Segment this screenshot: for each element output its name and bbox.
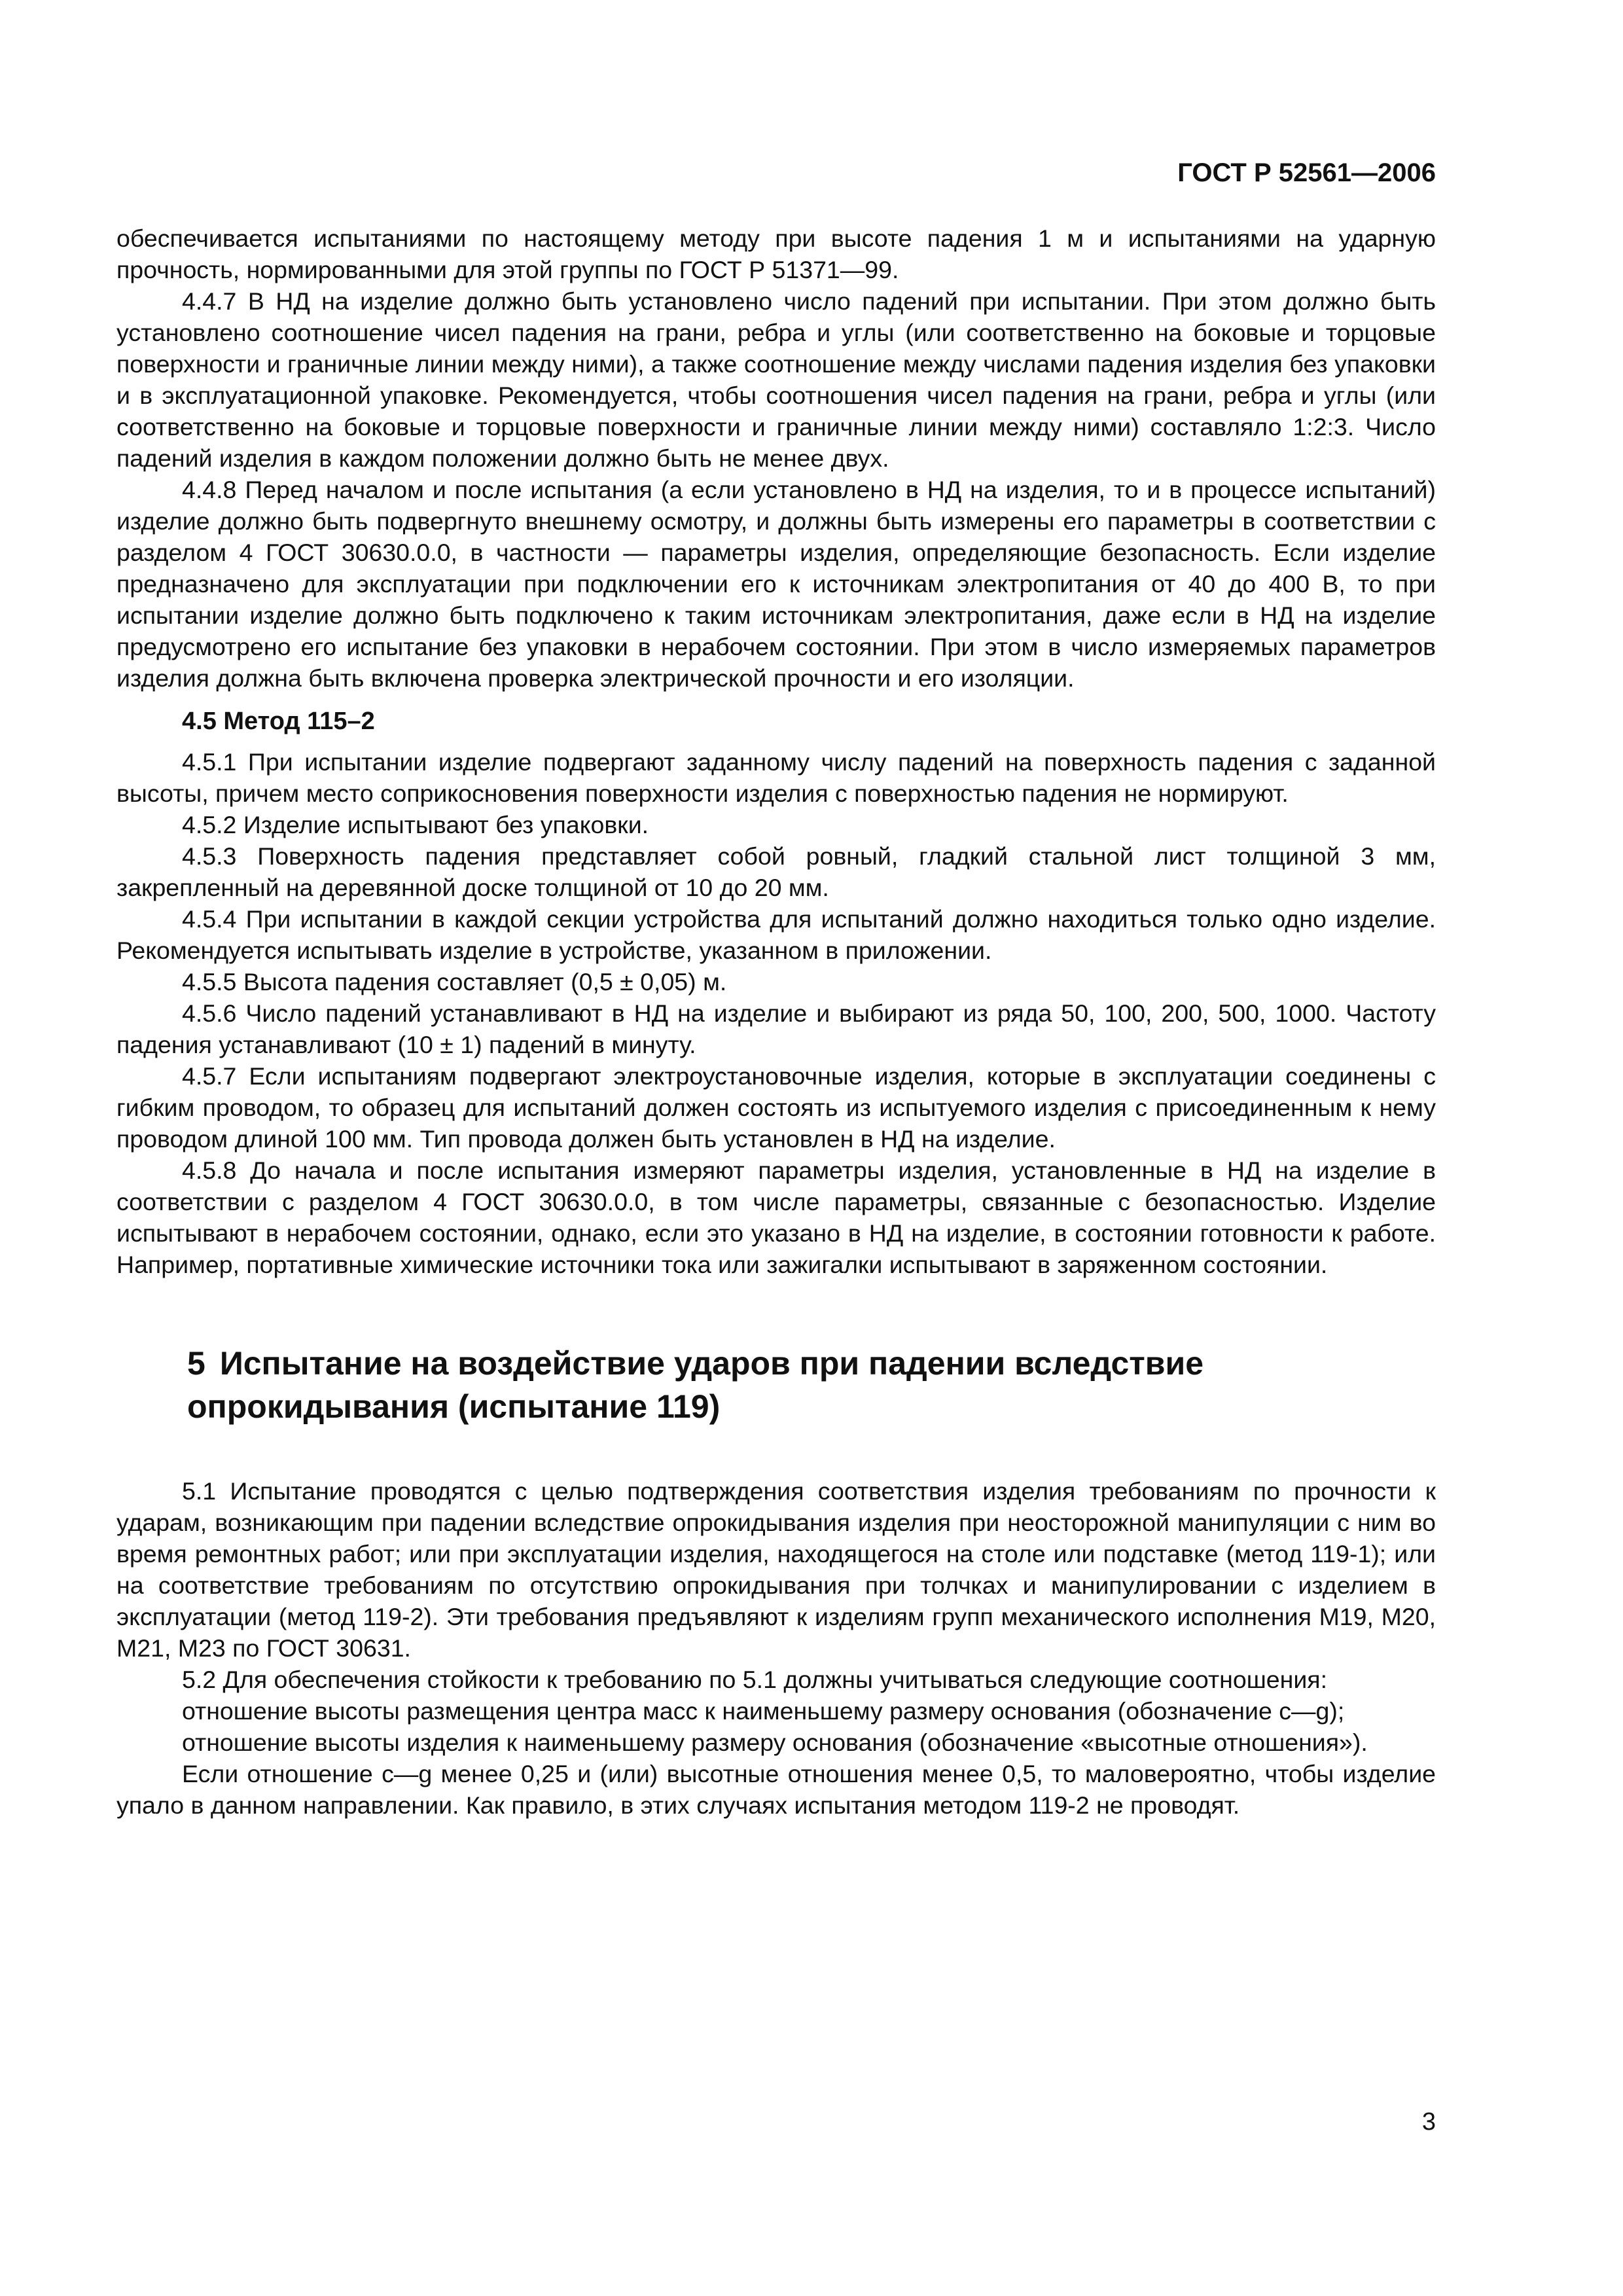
page-number: 3	[1421, 2108, 1436, 2136]
document-code-header: ГОСТ Р 52561—2006	[1177, 158, 1436, 187]
paragraph-4-5-5: 4.5.5 Высота падения составляет (0,5 ± 0,05) м.	[182, 968, 727, 996]
paragraph-ratio-cg: отношение высоты размещения центра масс к наименьшему размеру основания (обозначение c—g);	[182, 1697, 1345, 1725]
paragraph-4-5-6: 4.5.6 Число падений устанавливают в НД на изделие и выбирают из ряда 50, 100, 200, 500, 1000. Частоту падения устанавливают (10 ± 1) падений в минуту.	[116, 999, 1436, 1058]
paragraph-4-4-7: 4.4.7 В НД на изделие должно быть установлено число падений при испытании. При этом должно быть установлено соотношение чисел падения на грани, ребра и углы (или соответственно на боковые и торцовые поверхности и граничные линии между ними), а также соотношение между числами падения изделия без упаковки и в эксплуатационной упаковке. Рекомендуется, чтобы соотношения чисел падения на грани, ребра и углы (или соответственно на боковые и торцовые поверхности и граничные линии между ними) составляло 1:2:3. Число падений изделия в каждом положении должно быть не менее двух.	[116, 287, 1436, 472]
paragraph-ratio-conclusion: Если отношение c—g менее 0,25 и (или) высотные отношения менее 0,5, то маловероятно, чтобы изделие упало в данном направлении. Как правило, в этих случаях испытания методом 119-2 не проводят.	[116, 1760, 1436, 1819]
paragraph-5-1: 5.1 Испытание проводятся с целью подтверждения соответствия изделия требованиям по прочности к ударам, возникающим при падении вследствие опрокидывания изделия при неосторожной манипуляции с ним во время ремонтных работ; или при эксплуатации изделия, находящегося на столе или подставке (метод 119-1); или на соответствие требованиям по отсутствию опрокидывания при толчках и манипулировании с изделием в эксплуатации (метод 119-2). Эти требования предъявляют к изделиям групп механического исполнения М19, М20, М21, М23 по ГОСТ 30631.	[116, 1477, 1436, 1662]
paragraph-ratio-height: отношение высоты изделия к наименьшему размеру основания (обозначение «высотные отношения»).	[182, 1729, 1368, 1756]
subsection-heading-4-5: 4.5 Метод 115–2	[182, 708, 375, 735]
paragraph-4-5-7: 4.5.7 Если испытаниям подвергают электроустановочные изделия, которые в эксплуатации соединены с гибким проводом, то образец для испытаний должен состоять из испытуемого изделия с присоединенным к нему проводом длиной 100 мм. Тип провода должен быть установлен в НД на изделие.	[116, 1062, 1436, 1153]
section-number: 5	[187, 1345, 205, 1382]
paragraph-4-5-1: 4.5.1 При испытании изделие подвергают заданному числу падений на поверхность падения с заданной высоты, причем место соприкосновения поверхности изделия с поверхностью падения не нормируют.	[116, 748, 1436, 807]
paragraph-4-4-8: 4.4.8 Перед началом и после испытания (а если установлено в НД на изделия, то и в процессе испытаний) изделие должно быть подвергнуто внешнему осмотру, и должны быть измерены его параметры в соответствии с разделом 4 ГОСТ 30630.0.0, в частности — параметры изделия, определяющие безопасность. Если изделие предназначено для эксплуатации при подключении его к источникам электропитания от 40 до 400 В, то при испытании изделие должно быть подключено к таким источникам электропитания, даже если в НД на изделие предусмотрено его испытание без упаковки в нерабочем состоянии. При этом в число измеряемых параметров изделия должна быть включена проверка электрической прочности и его изоляции.	[116, 476, 1436, 692]
section-heading-5	[116, 1342, 1436, 1428]
paragraph-4-5-2: 4.5.2 Изделие испытывают без упаковки.	[182, 811, 649, 838]
paragraph-4-5-8: 4.5.8 До начала и после испытания измеряют параметры изделия, установленные в НД на изделие в соответствии с разделом 4 ГОСТ 30630.0.0, в том числе параметры, связанные с безопасностью. Изделие испытывают в нерабочем состоянии, однако, если это указано в НД на изделие, в состоянии готовности к работе. Например, портативные химические источники тока или зажигалки испытывают в заряженном состоянии.	[116, 1157, 1436, 1278]
paragraph-4-5-3: 4.5.3 Поверхность падения представляет собой ровный, гладкий стальной лист толщиной 3 мм, закрепленный на деревянной доске толщиной от 10 до 20 мм.	[116, 842, 1436, 901]
paragraph-4-5-4: 4.5.4 При испытании в каждой секции устройства для испытаний должно находиться только одно изделие. Рекомендуется испытывать изделие в устройстве, указанном в приложении.	[116, 905, 1436, 964]
paragraph-5-2: 5.2 Для обеспечения стойкости к требованию по 5.1 должны учитываться следующие соотношения:	[182, 1666, 1328, 1693]
document-body	[116, 223, 1436, 1821]
paragraph-continuation: обеспечивается испытаниями по настоящему методу при высоте падения 1 м и испытаниями на ударную прочность, нормированными для этой группы по ГОСТ Р 51371—99.	[116, 224, 1436, 283]
section-title: Испытание на воздействие ударов при падении вследствие опрокидывания (испытание 119)	[187, 1345, 1204, 1425]
